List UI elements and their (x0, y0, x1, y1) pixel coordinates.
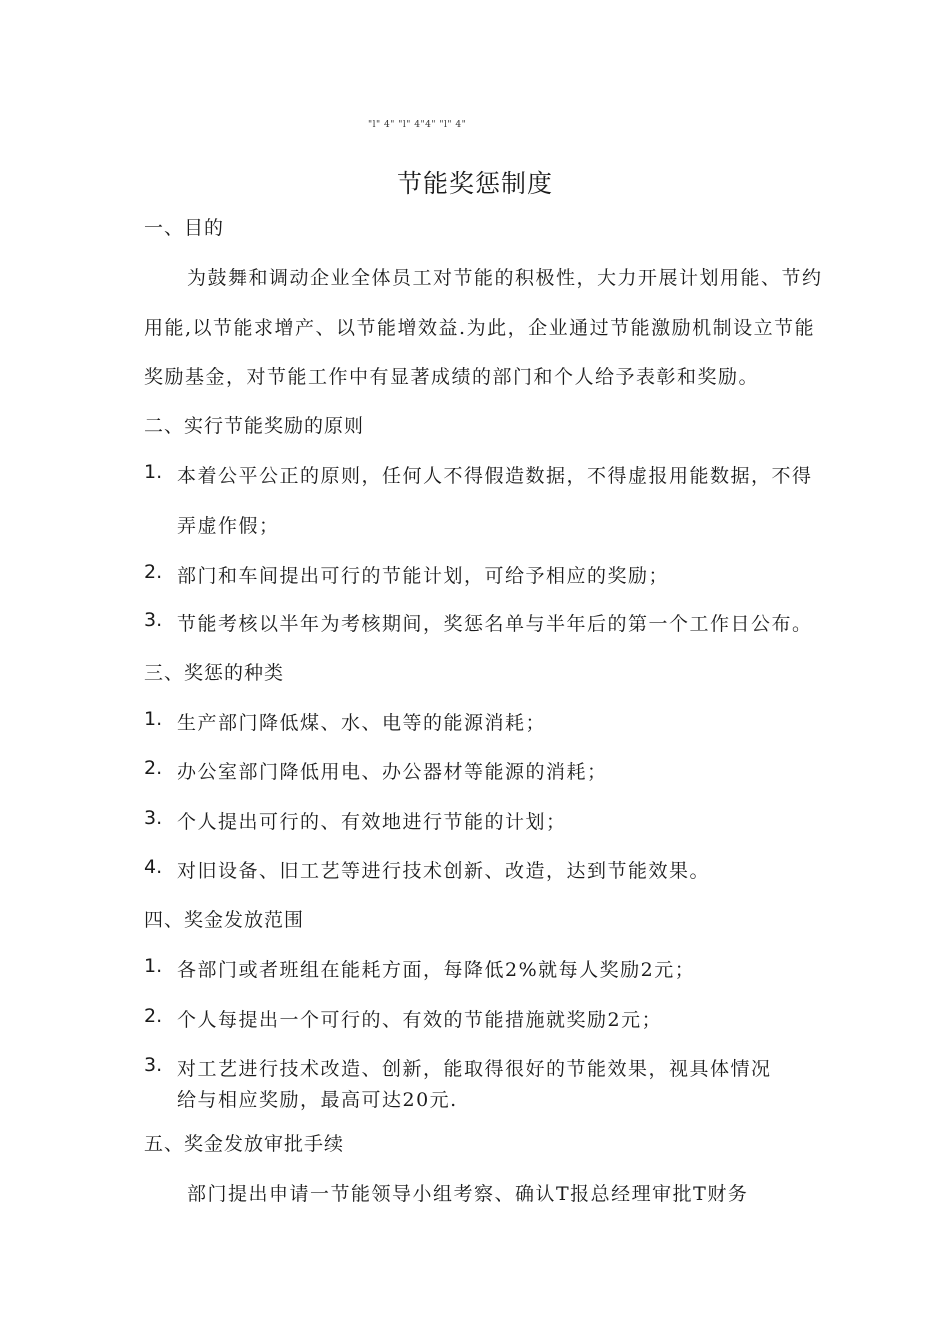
header-mark: "l" 4" "l" 4"4" "l" 4" (368, 120, 467, 130)
list-item: 本着公平公正的原则，任何人不得假造数据，不得虚报用能数据，不得 (177, 465, 813, 487)
list-item: 节能考核以半年为考核期间，奖惩名单与半年后的第一个工作日公布。 (177, 613, 813, 635)
list-number: 3. (144, 807, 163, 829)
list-number: 3. (144, 609, 163, 631)
list-number: 1. (144, 461, 163, 483)
list-number: 2. (144, 561, 163, 583)
list-item: 个人每提出一个可行的、有效的节能措施就奖励2元； (177, 1009, 663, 1031)
list-number: 1. (144, 708, 163, 730)
section-heading-principles: 二、实行节能奖励的原则 (144, 415, 365, 437)
list-item: 办公室部门降低用电、办公器材等能源的消耗； (177, 761, 608, 783)
paragraph-line: 奖励基金，对节能工作中有显著成绩的部门和个人给予表彰和奖励。 (144, 366, 760, 388)
list-number: 3. (144, 1054, 163, 1076)
section-heading-approval: 五、奖金发放审批手续 (144, 1133, 345, 1155)
list-number: 4. (144, 856, 163, 878)
list-item-continuation: 弄虚作假； (177, 515, 280, 537)
list-item: 部门和车间提出可行的节能计划，可给予相应的奖励； (177, 565, 670, 587)
document-title: 节能奖惩制度 (396, 169, 553, 198)
section-heading-bonus-scope: 四、奖金发放范围 (144, 909, 305, 931)
list-item: 个人提出可行的、有效地进行节能的计划； (177, 811, 567, 833)
list-item: 对旧设备、旧工艺等进行技术创新、改造，达到节能效果。 (177, 860, 711, 882)
list-number: 2. (144, 757, 163, 779)
list-item: 对工艺进行技术改造、创新，能取得很好的节能效果，视具体情况 (177, 1058, 772, 1080)
list-item-continuation: 给与相应奖励，最高可达20元. (177, 1089, 458, 1111)
section-heading-types: 三、奖惩的种类 (144, 662, 285, 684)
list-item: 各部门或者班组在能耗方面，每降低2%就每人奖励2元； (177, 959, 696, 981)
paragraph-line: 为鼓舞和调动企业全体员工对节能的积极性，大力开展计划用能、节约 (187, 267, 823, 289)
paragraph-line: 部门提出申请一节能领导小组考察、确认T报总经理审批T财务 (187, 1183, 749, 1205)
paragraph-line: 用能,以节能求增产、以节能增效益.为此，企业通过节能激励机制设立节能 (144, 317, 816, 339)
section-heading-purpose: 一、目的 (144, 217, 225, 239)
list-number: 1. (144, 955, 163, 977)
list-number: 2. (144, 1005, 163, 1027)
list-item: 生产部门降低煤、水、电等的能源消耗； (177, 712, 547, 734)
